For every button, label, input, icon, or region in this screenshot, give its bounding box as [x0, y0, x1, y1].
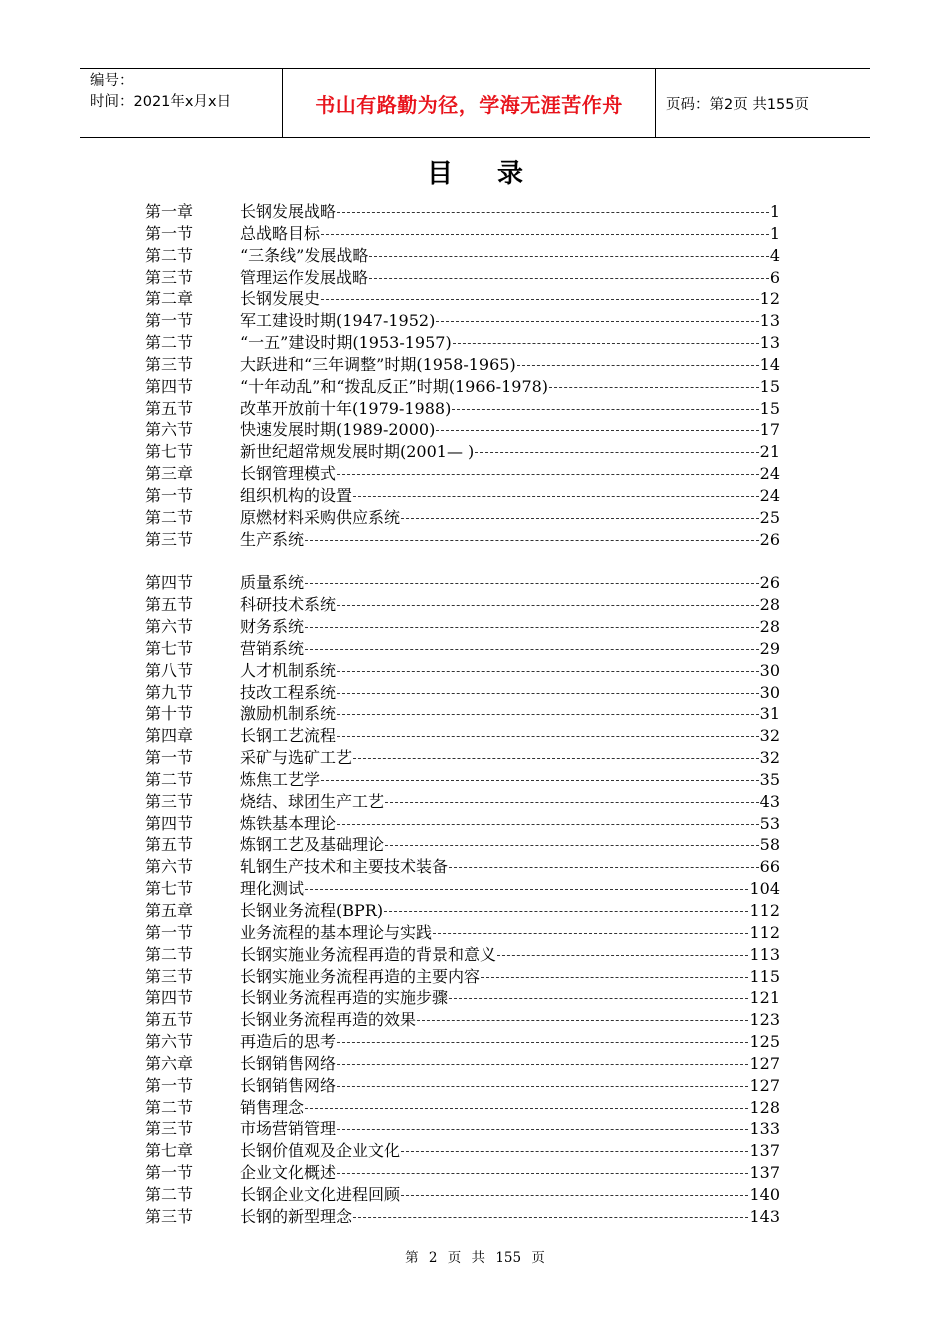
toc-leader [436, 319, 758, 322]
toc-entry-title: 理化测试 [240, 879, 305, 899]
toc-entry[interactable] [145, 1140, 780, 1162]
toc-entry-title: 长钢业务流程再造的实施步骤 [240, 988, 449, 1008]
toc-entry-page: 112 [749, 922, 780, 942]
toc-entry-label: 第五节 [145, 398, 194, 418]
toc-entry-title: 烧结、球团生产工艺 [240, 791, 385, 811]
toc-leader [436, 428, 758, 431]
toc-entry-title: 炼铁基本理论 [240, 813, 337, 833]
toc-entry-label: 第一节 [145, 311, 194, 331]
toc-entry-page: 53 [759, 813, 780, 833]
toc-entry[interactable] [145, 507, 780, 529]
toc-entry[interactable] [145, 310, 780, 332]
toc-entry-title: 总战略目标 [240, 223, 321, 243]
toc-entry-label: 第十节 [145, 704, 194, 724]
toc-entry-label: 第六节 [145, 617, 194, 637]
toc-entry-page: 21 [759, 442, 780, 462]
toc-entry-title: 炼焦工艺学 [240, 769, 321, 789]
toc-entry-label: 第七节 [145, 442, 194, 462]
toc-leader [497, 953, 748, 956]
toc-entry-label: 第六节 [145, 420, 194, 440]
toc-entry[interactable] [145, 638, 780, 660]
toc-leader [337, 1084, 748, 1087]
toc-entry-label: 第三节 [145, 1119, 194, 1139]
toc-entry-title: “三条线”发展战略 [240, 245, 369, 265]
header-page-info: 页码：第2页 共155页 [666, 96, 810, 113]
toc-entry-label: 第七章 [145, 1141, 194, 1161]
toc-entry-page: 26 [759, 529, 780, 549]
toc-entry[interactable] [145, 354, 780, 376]
toc-leader [305, 581, 759, 584]
toc-entry-page: 143 [749, 1206, 780, 1226]
toc-entry[interactable] [145, 594, 780, 616]
toc-entry-page: 12 [759, 289, 780, 309]
toc-entry-label: 第四节 [145, 376, 194, 396]
toc-entry-title: 管理运作发展战略 [240, 267, 369, 287]
toc-entry[interactable] [145, 725, 780, 747]
toc-entry-label: 第三节 [145, 529, 194, 549]
toc-leader [321, 297, 759, 300]
page-header [80, 68, 870, 138]
toc-leader [305, 1106, 748, 1109]
toc-leader [337, 712, 759, 715]
toc-entry-label: 第七节 [145, 638, 194, 658]
toc-entry-label: 第四章 [145, 726, 194, 746]
toc-entry[interactable] [145, 900, 780, 922]
toc-entry-page: 58 [759, 835, 780, 855]
toc-entry[interactable] [145, 223, 780, 245]
toc-entry-page: 32 [759, 748, 780, 768]
toc-entry-page: 29 [759, 638, 780, 658]
toc-entry-label: 第六节 [145, 857, 194, 877]
toc-entry[interactable] [145, 529, 780, 551]
toc-entry-page: 25 [759, 507, 780, 527]
toc-entry[interactable] [145, 616, 780, 638]
toc-entry[interactable] [145, 1009, 780, 1031]
toc-entry[interactable] [145, 944, 780, 966]
toc-leader [337, 669, 759, 672]
toc-entry-title: 长钢工艺流程 [240, 726, 337, 746]
toc-leader [517, 363, 759, 366]
toc-entry-page: 137 [749, 1163, 780, 1183]
toc-entry-page: 13 [759, 311, 780, 331]
toc-entry[interactable] [145, 463, 780, 485]
toc-entry-title: 市场营销管理 [240, 1119, 337, 1139]
toc-entry-title: 炼钢工艺及基础理论 [240, 835, 385, 855]
toc-entry[interactable] [145, 485, 780, 507]
toc-entry-page: 15 [759, 398, 780, 418]
toc-entry-label: 第六节 [145, 1032, 194, 1052]
toc-entry-title: 财务系统 [240, 617, 305, 637]
toc-entry-label: 第三节 [145, 1206, 194, 1226]
toc-entry-page: 1 [769, 202, 780, 221]
toc-leader [385, 800, 759, 803]
toc-entry-title: 长钢业务流程再造的效果 [240, 1010, 417, 1030]
toc-entry-label: 第五节 [145, 595, 194, 615]
table-of-contents [145, 201, 780, 1228]
toc-entry-page: 123 [749, 1010, 780, 1030]
toc-leader [401, 1193, 748, 1196]
toc-entry-title: 军工建设时期(1947-1952) [240, 311, 436, 331]
toc-entry-label: 第四节 [145, 813, 194, 833]
toc-entry-label: 第一节 [145, 223, 194, 243]
toc-entry-page: 28 [759, 595, 780, 615]
toc-entry-page: 30 [759, 682, 780, 702]
toc-leader [305, 625, 759, 628]
toc-entry-page: 121 [749, 988, 780, 1008]
toc-leader [449, 865, 759, 868]
toc-entry-page: 26 [759, 573, 780, 593]
toc-leader [417, 1018, 748, 1021]
document-date: 时间：2021年x月x日 [90, 94, 232, 110]
toc-leader [353, 756, 759, 759]
toc-entry-title: 长钢发展战略 [240, 202, 337, 221]
toc-entry-title: 改革开放前十年(1979-1988) [240, 398, 452, 418]
toc-entry-title: 人才机制系统 [240, 660, 337, 680]
toc-leader [337, 691, 759, 694]
toc-entry-label: 第二章 [145, 289, 194, 309]
toc-entry-page: 24 [759, 485, 780, 505]
toc-entry-page: 125 [749, 1032, 780, 1052]
toc-entry-title: 采矿与选矿工艺 [240, 748, 353, 768]
toc-entry-page: 112 [749, 901, 780, 920]
toc-leader [384, 909, 748, 912]
toc-entry-title: 长钢价值观及企业文化 [240, 1141, 401, 1161]
toc-leader [449, 996, 748, 999]
toc-entry-label: 第八节 [145, 660, 194, 680]
toc-entry-title: 科研技术系统 [240, 595, 337, 615]
toc-entry[interactable] [145, 572, 780, 594]
toc-entry-label: 第一章 [145, 202, 194, 221]
toc-entry-label: 第五章 [145, 901, 194, 920]
toc-entry-label: 第三节 [145, 267, 194, 287]
toc-entry[interactable] [145, 1097, 780, 1119]
toc-entry-label: 第一节 [145, 485, 194, 505]
toc-entry-page: 115 [749, 966, 780, 986]
toc-leader [433, 931, 748, 934]
toc-entry-title: “十年动乱”和“拨乱反正”时期(1966-1978) [240, 376, 549, 396]
toc-leader [549, 385, 759, 388]
toc-entry-title: 长钢实施业务流程再造的主要内容 [240, 966, 481, 986]
toc-entry[interactable] [145, 398, 780, 420]
toc-entry-label: 第一节 [145, 922, 194, 942]
toc-entry-title: 业务流程的基本理论与实践 [240, 922, 433, 942]
toc-entry-label: 第三节 [145, 791, 194, 811]
toc-entry[interactable] [145, 922, 780, 944]
toc-entry-label: 第一节 [145, 1163, 194, 1183]
toc-entry-label: 第六章 [145, 1053, 194, 1073]
toc-entry-page: 104 [749, 879, 780, 899]
toc-entry-title: 长钢发展史 [240, 289, 321, 309]
toc-entry-page: 13 [759, 333, 780, 353]
toc-entry[interactable] [145, 966, 780, 988]
toc-leader [481, 975, 748, 978]
toc-leader [337, 734, 759, 737]
toc-entry-page: 128 [749, 1097, 780, 1117]
toc-entry-label: 第二节 [145, 333, 194, 353]
toc-entry-title: 长钢企业文化进程回顾 [240, 1184, 401, 1204]
toc-entry-title: 大跃进和“三年调整”时期(1958-1965) [240, 354, 516, 374]
toc-entry[interactable] [145, 856, 780, 878]
toc-entry[interactable] [145, 682, 780, 704]
toc-entry-page: 133 [749, 1119, 780, 1139]
toc-leader [453, 341, 759, 344]
toc-leader [475, 450, 758, 453]
toc-entry-label: 第二节 [145, 507, 194, 527]
toc-entry-title: 轧钢生产技术和主要技术装备 [240, 857, 449, 877]
toc-entry[interactable] [145, 791, 780, 813]
toc-entry-page: 127 [749, 1075, 780, 1095]
toc-entry-title: 企业文化概述 [240, 1163, 337, 1183]
toc-entry[interactable] [145, 813, 780, 835]
toc-leader [337, 1040, 748, 1043]
toc-entry-label: 第三节 [145, 354, 194, 374]
toc-leader [305, 538, 759, 541]
toc-entry-label: 第一节 [145, 748, 194, 768]
toc-entry-title: 长钢业务流程(BPR) [240, 901, 384, 920]
toc-entry-page: 113 [749, 944, 780, 964]
toc-entry-label: 第二节 [145, 944, 194, 964]
toc-entry[interactable] [145, 201, 780, 223]
page-title: 目录 [426, 159, 567, 189]
header-motto: 书山有路勤为径，学海无涯苦作舟 [282, 69, 656, 137]
toc-entry-title: 快速发展时期(1989-2000) [240, 420, 436, 440]
toc-leader [353, 1215, 748, 1218]
toc-entry-page: 32 [759, 726, 780, 746]
toc-leader [305, 887, 748, 890]
toc-entry-page: 4 [769, 245, 780, 265]
toc-entry[interactable] [145, 1118, 780, 1140]
toc-entry-title: 长钢的新型理念 [240, 1206, 353, 1226]
toc-entry-page: 43 [759, 791, 780, 811]
toc-entry-title: 原燃材料采购供应系统 [240, 507, 401, 527]
toc-leader [353, 494, 759, 497]
toc-entry-title: 激励机制系统 [240, 704, 337, 724]
page-footer: 第 2 页 共 155 页 [405, 1250, 545, 1266]
toc-leader [337, 1062, 748, 1065]
toc-entry-page: 140 [749, 1184, 780, 1204]
toc-leader [337, 472, 759, 475]
toc-leader [385, 843, 759, 846]
toc-entry-label: 第三章 [145, 464, 194, 484]
toc-entry-page: 28 [759, 617, 780, 637]
toc-leader [337, 1171, 748, 1174]
document-number-label: 编号： [90, 73, 134, 89]
toc-entry[interactable] [145, 987, 780, 1009]
toc-leader [369, 254, 768, 257]
toc-entry-label: 第四节 [145, 573, 194, 593]
toc-leader [337, 822, 759, 825]
toc-entry-page: 30 [759, 660, 780, 680]
toc-entry-title: 长钢销售网络 [240, 1053, 337, 1073]
toc-entry[interactable] [145, 245, 780, 267]
toc-entry-page: 14 [759, 354, 780, 374]
toc-entry[interactable] [145, 441, 780, 463]
toc-entry-page: 137 [749, 1141, 780, 1161]
toc-entry-label: 第二节 [145, 769, 194, 789]
toc-entry-page: 24 [759, 464, 780, 484]
toc-entry[interactable] [145, 769, 780, 791]
toc-leader [337, 210, 769, 213]
toc-entry[interactable] [145, 747, 780, 769]
toc-entry-label: 第五节 [145, 1010, 194, 1030]
toc-leader [321, 232, 769, 235]
toc-entry-page: 35 [759, 769, 780, 789]
toc-leader [401, 516, 759, 519]
toc-entry[interactable] [145, 703, 780, 725]
toc-leader [337, 603, 759, 606]
toc-entry-title: 质量系统 [240, 573, 305, 593]
toc-entry-title: 长钢管理模式 [240, 464, 337, 484]
toc-entry[interactable] [145, 1184, 780, 1206]
toc-entry[interactable] [145, 1053, 780, 1075]
toc-entry[interactable] [145, 878, 780, 900]
toc-entry[interactable] [145, 1075, 780, 1097]
toc-entry-page: 15 [759, 376, 780, 396]
toc-entry-label: 第七节 [145, 879, 194, 899]
toc-leader [452, 407, 758, 410]
toc-entry-page: 31 [759, 704, 780, 724]
toc-entry[interactable] [145, 267, 780, 289]
toc-leader [305, 647, 759, 650]
toc-entry-label: 第一节 [145, 1075, 194, 1095]
toc-entry[interactable] [145, 1206, 780, 1228]
header-meta [80, 69, 282, 137]
toc-entry-title: “一五”建设时期(1953-1957) [240, 333, 452, 353]
toc-entry[interactable] [145, 376, 780, 398]
toc-entry[interactable] [145, 332, 780, 354]
toc-entry[interactable] [145, 834, 780, 856]
toc-entry-label: 第四节 [145, 988, 194, 1008]
toc-entry-page: 1 [769, 223, 780, 243]
toc-entry-title: 营销系统 [240, 638, 305, 658]
toc-entry-label: 第三节 [145, 966, 194, 986]
toc-entry-label: 第二节 [145, 1097, 194, 1117]
toc-leader [337, 1127, 748, 1130]
toc-entry-title: 生产系统 [240, 529, 305, 549]
toc-entry[interactable] [145, 1162, 780, 1184]
toc-entry-title: 销售理念 [240, 1097, 305, 1117]
toc-entry-label: 第九节 [145, 682, 194, 702]
toc-entry[interactable] [145, 288, 780, 310]
toc-entry-page: 127 [749, 1053, 780, 1073]
toc-entry[interactable] [145, 1031, 780, 1053]
toc-entry[interactable] [145, 660, 780, 682]
toc-entry-title: 新世纪超常规发展时期(2001— ) [240, 442, 475, 462]
toc-entry-label: 第五节 [145, 835, 194, 855]
toc-leader [321, 778, 759, 781]
toc-entry-page: 6 [769, 267, 780, 287]
toc-entry-title: 技改工程系统 [240, 682, 337, 702]
toc-entry[interactable] [145, 419, 780, 441]
toc-entry-title: 长钢销售网络 [240, 1075, 337, 1095]
toc-entry-title: 组织机构的设置 [240, 485, 353, 505]
toc-leader [369, 276, 769, 279]
toc-entry-page: 66 [759, 857, 780, 877]
toc-entry-label: 第二节 [145, 245, 194, 265]
toc-entry-title: 再造后的思考 [240, 1032, 337, 1052]
toc-entry-page: 17 [759, 420, 780, 440]
toc-entry-title: 长钢实施业务流程再造的背景和意义 [240, 944, 497, 964]
toc-leader [401, 1149, 748, 1152]
toc-entry-label: 第二节 [145, 1184, 194, 1204]
